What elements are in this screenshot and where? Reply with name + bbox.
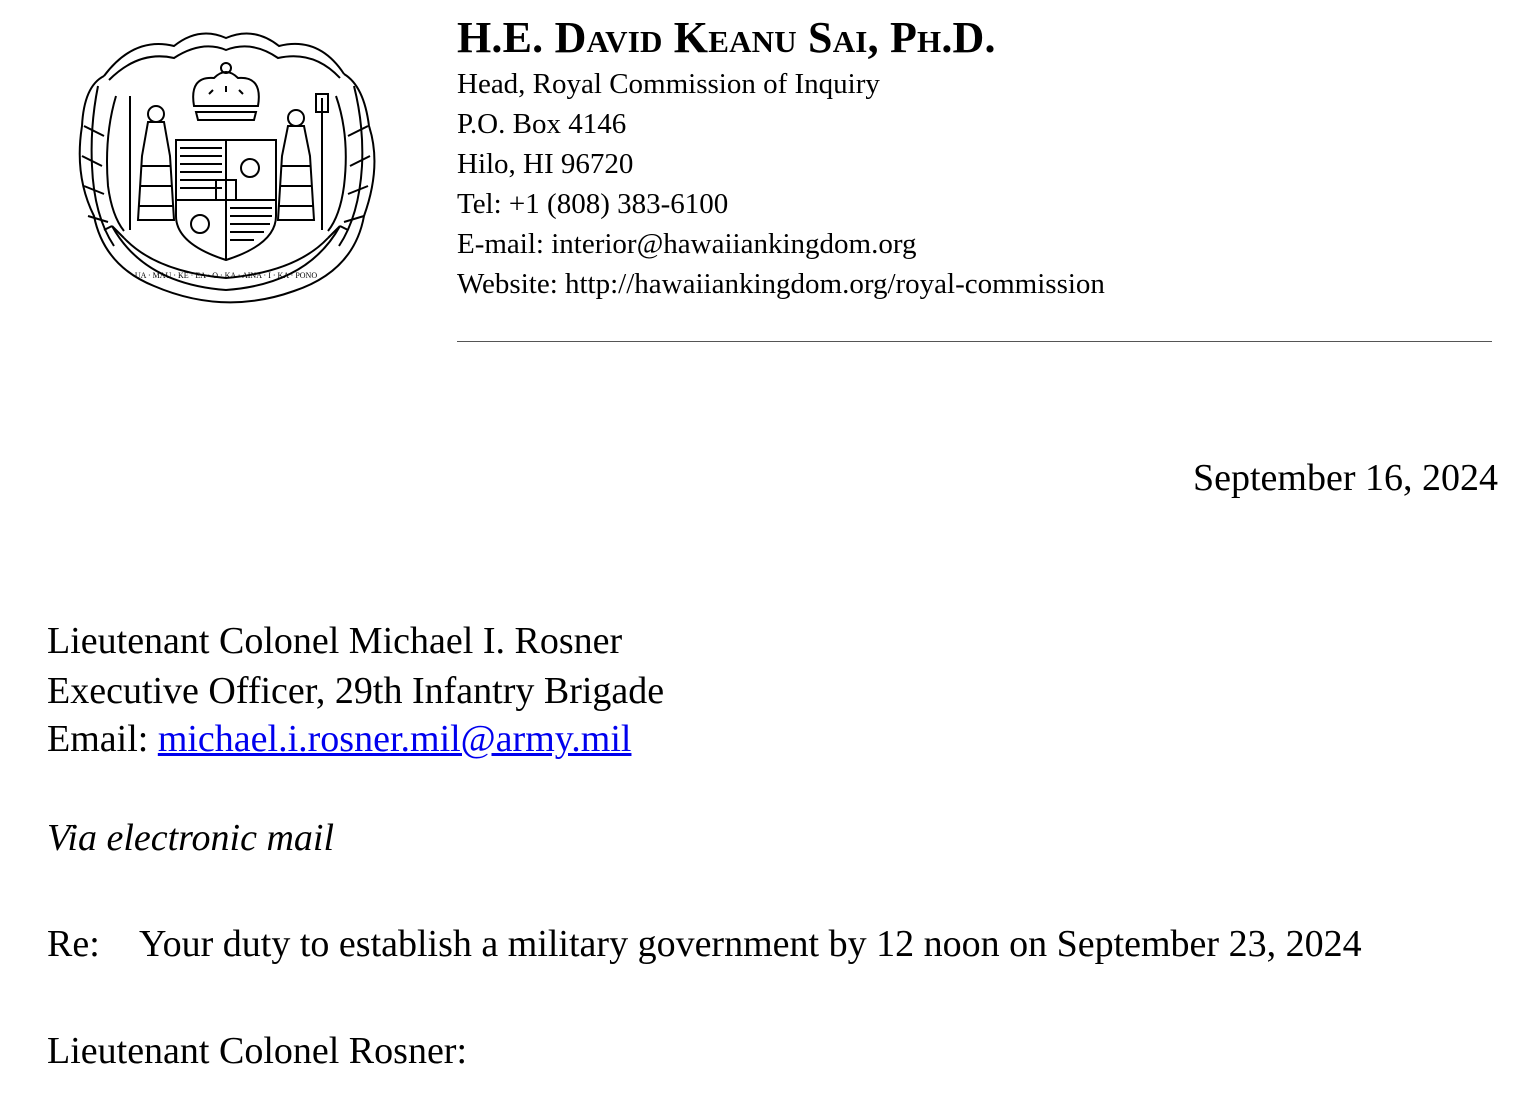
salutation: Lieutenant Colonel Rosner: [47, 1030, 468, 1072]
sender-name-prefix: H.E. [457, 13, 555, 62]
recipient-email-label: Email: [47, 718, 158, 760]
recipient-position: Executive Officer, 29th Infantry Brigade [47, 670, 665, 712]
coat-of-arms-seal [64, 16, 388, 316]
sender-city: Hilo, HI 96720 [457, 148, 634, 180]
subject-text: Your duty to establish a military government by 12 noon on September 23, 2024 [139, 923, 1362, 965]
sender-name-main: David Keanu Sai, [554, 13, 890, 62]
recipient-block [47, 616, 664, 766]
letter-date: September 16, 2024 [1192, 457, 1498, 499]
sender-email: E-mail: interior@hawaiiankingdom.org [457, 228, 917, 260]
sender-po-box: P.O. Box 4146 [457, 108, 627, 140]
letterhead-divider [457, 341, 1492, 342]
subject-label: Re: [47, 923, 100, 965]
sender-title: Head, Royal Commission of Inquiry [457, 68, 880, 100]
sender-website: Website: http://hawaiiankingdom.org/royal-commission [457, 268, 1105, 300]
recipient-email-link[interactable]: michael.i.rosner.mil@army.mil [157, 718, 632, 760]
sender-name [457, 12, 1497, 64]
subject-line [47, 921, 1362, 967]
recipient-name: Lieutenant Colonel Michael I. Rosner [47, 620, 623, 662]
letterhead [457, 12, 1497, 304]
sender-phone: Tel: +1 (808) 383-6100 [457, 188, 729, 220]
sender-name-suffix: Ph.D. [889, 13, 996, 62]
delivery-method: Via electronic mail [47, 817, 335, 859]
seal-motto: UA · MAU · KE · EA · O · KA · AINA · I · KA · PONO [134, 271, 318, 280]
recipient-email-line [47, 716, 664, 766]
